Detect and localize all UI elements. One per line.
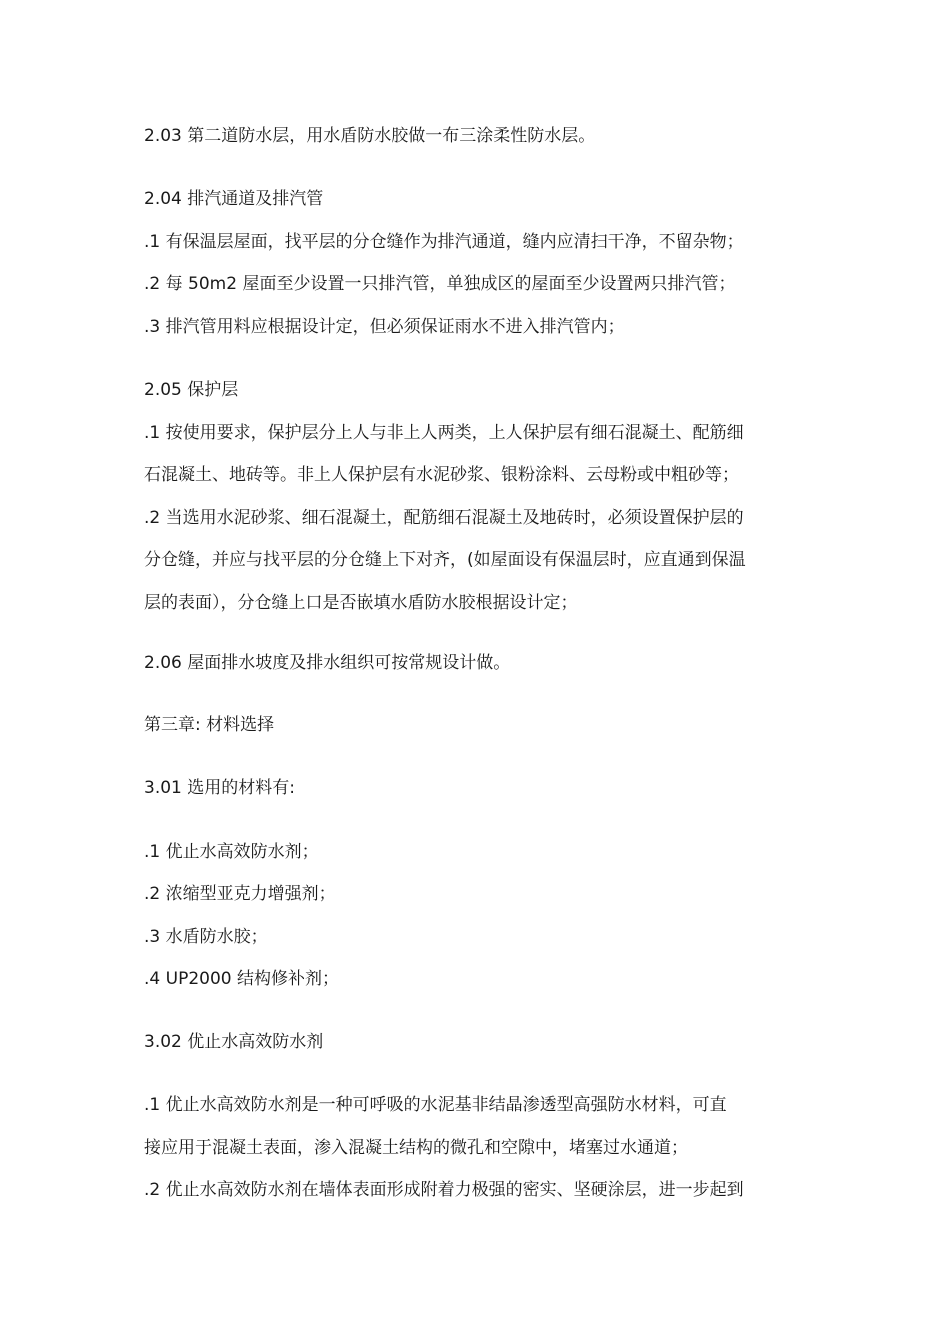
heading-2-04: 2.04 排汽通道及排汽管 — [144, 189, 324, 209]
list-item: .1 优止水高效防水剂； — [144, 842, 319, 862]
text-line: .2 优止水高效防水剂在墙体表面形成附着力极强的密实、坚硬涂层，进一步起到 — [144, 1180, 744, 1200]
list-item: .3 水盾防水胶； — [144, 927, 268, 947]
heading-2-05: 2.05 保护层 — [144, 380, 239, 400]
text-line: .1 有保温层屋面，找平层的分仓缝作为排汽通道，缝内应清扫干净，不留杂物； — [144, 232, 744, 252]
text-line: 分仓缝，并应与找平层的分仓缝上下对齐，(如屋面设有保温层时，应直通到保温 — [144, 550, 746, 570]
text-line: .3 排汽管用料应根据设计定，但必须保证雨水不进入排汽管内； — [144, 317, 625, 337]
text-line: .2 当选用水泥砂浆、细石混凝土，配筋细石混凝土及地砖时，必须设置保护层的 — [144, 508, 744, 528]
text-line: 层的表面），分仓缝上口是否嵌填水盾防水胶根据设计定； — [144, 593, 578, 613]
heading-3-02: 3.02 优止水高效防水剂 — [144, 1032, 324, 1052]
text-line-2-03: 2.03 第二道防水层，用水盾防水胶做一布三涂柔性防水层。 — [144, 126, 596, 146]
list-item: .4 UP2000 结构修补剂； — [144, 969, 339, 989]
text-line: 石混凝土、地砖等。非上人保护层有水泥砂浆、银粉涂料、云母粉或中粗砂等； — [144, 465, 739, 485]
text-line: 接应用于混凝土表面，渗入混凝土结构的微孔和空隙中，堵塞过水通道； — [144, 1138, 688, 1158]
heading-3-01: 3.01 选用的材料有: — [144, 778, 295, 798]
text-line: .1 按使用要求，保护层分上人与非上人两类，上人保护层有细石混凝土、配筋细 — [144, 423, 744, 443]
chapter-heading: 第三章: 材料选择 — [144, 715, 275, 735]
text-line: .2 每 50m2 屋面至少设置一只排汽管，单独成区的屋面至少设置两只排汽管； — [144, 274, 736, 294]
text-line: .1 优止水高效防水剂是一种可呼吸的水泥基非结晶渗透型高强防水材料，可直 — [144, 1095, 727, 1115]
text-line-2-06: 2.06 屋面排水坡度及排水组织可按常规设计做。 — [144, 653, 511, 673]
list-item: .2 浓缩型亚克力增强剂； — [144, 884, 336, 904]
